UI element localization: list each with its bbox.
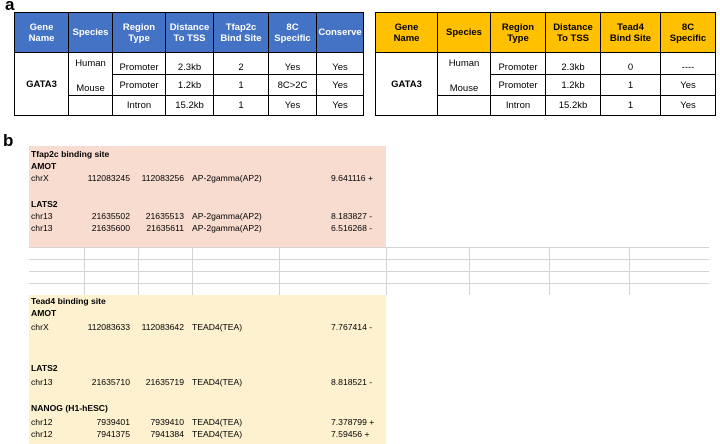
bind-site-cell: 1: [214, 75, 269, 96]
table-row: [15, 53, 364, 75]
species-human: Human: [448, 58, 480, 69]
gene-name-cell: GATA3: [376, 53, 438, 116]
species-empty-cell: [69, 96, 113, 116]
gridline: [279, 247, 280, 295]
gridline: [29, 259, 709, 260]
species-mouse: Mouse: [449, 83, 479, 94]
header-species: Species: [438, 13, 491, 53]
region-cell: Intron: [113, 96, 166, 116]
species-mouse: Mouse: [76, 83, 105, 94]
region-cell: Promoter: [113, 75, 166, 96]
section-title: Tfap2c binding site: [31, 149, 110, 159]
tfap2c-header-row: [15, 13, 364, 53]
distance-cell: 15.2kb: [166, 96, 214, 116]
site-row: chr13 21635502 21635513 AP-2gamma(AP2) 8.183827 -: [31, 211, 373, 221]
gridline: [138, 247, 139, 295]
section-title: Tead4 binding site: [31, 296, 106, 306]
gridline: [469, 247, 470, 295]
distance-cell: 2.3kb: [166, 53, 214, 75]
site-row: chr12 7941375 7941384 TEAD4(TEA) 7.59456 +: [31, 429, 370, 439]
empty-grid-rows: [29, 247, 709, 295]
conserve-cell: Yes: [317, 53, 364, 75]
gridline: [84, 247, 85, 295]
panel-b-label: b: [3, 131, 14, 150]
header-distance: Distance To TSS: [546, 13, 601, 53]
species-cell: [438, 53, 491, 96]
specific-cell: Yes: [661, 75, 716, 96]
gene-label: LATS2: [31, 199, 58, 209]
gridline: [29, 271, 709, 272]
gridline: [192, 247, 193, 295]
bind-site-cell: 1: [214, 96, 269, 116]
gene-label: LATS2: [31, 363, 58, 373]
specific-cell: ----: [661, 53, 716, 75]
gridline: [386, 247, 387, 295]
header-distance: Distance To TSS: [166, 13, 214, 53]
specific-cell: Yes: [661, 96, 716, 116]
distance-cell: 15.2kb: [546, 96, 601, 116]
bind-site-cell: 0: [601, 53, 661, 75]
binding-site-sheet: [29, 146, 709, 444]
conserve-cell: Yes: [317, 96, 364, 116]
bind-site-cell: 1: [601, 75, 661, 96]
distance-cell: 1.2kb: [166, 75, 214, 96]
tead4-header-row: [376, 13, 716, 53]
species-human: Human: [75, 58, 106, 69]
gene-label: AMOT: [31, 308, 57, 318]
site-row: chr12 7939401 7939410 TEAD4(TEA) 7.378799 +: [31, 417, 375, 427]
distance-cell: 2.3kb: [546, 53, 601, 75]
header-bind-site: Tead4 Bind Site: [601, 13, 661, 53]
gene-name-cell: GATA3: [15, 53, 69, 116]
region-cell: Promoter: [113, 53, 166, 75]
header-conserve: Conserve: [317, 13, 364, 53]
panel-a-label: a: [5, 0, 15, 14]
header-8c-specific: 8C Specific: [661, 13, 716, 53]
header-species: Species: [69, 13, 113, 53]
site-row: chrX 112083245 112083256 AP-2gamma(AP2) 9.641116 +: [31, 173, 373, 183]
species-empty-cell: [438, 96, 491, 116]
site-row: chr13 21635600 21635611 AP-2gamma(AP2) 6.516268 -: [31, 223, 373, 233]
gridline: [29, 247, 709, 248]
header-8c-specific: 8C Specific: [269, 13, 317, 53]
region-cell: Intron: [491, 96, 546, 116]
specific-cell: Yes: [269, 96, 317, 116]
tfap2c-table: [14, 12, 364, 116]
header-region-type: Region Type: [491, 13, 546, 53]
species-cell: [69, 53, 113, 96]
site-row: chr13 21635710 21635719 TEAD4(TEA) 8.818521 -: [31, 377, 373, 387]
header-bind-site: Tfap2c Bind Site: [214, 13, 269, 53]
conserve-cell: Yes: [317, 75, 364, 96]
specific-cell: Yes: [269, 53, 317, 75]
header-gene-name: Gene Name: [15, 13, 69, 53]
region-cell: Promoter: [491, 75, 546, 96]
gridline: [629, 247, 630, 295]
bind-site-cell: 2: [214, 53, 269, 75]
site-row: chrX 112083633 112083642 TEAD4(TEA) 7.767414 -: [31, 322, 373, 332]
distance-cell: 1.2kb: [546, 75, 601, 96]
gridline: [29, 283, 709, 284]
table-row: [376, 53, 716, 75]
gene-label: NANOG (H1-hESC): [31, 403, 108, 413]
header-gene-name: Gene Name: [376, 13, 438, 53]
specific-cell: 8C>2C: [269, 75, 317, 96]
gridline: [549, 247, 550, 295]
gene-label: AMOT: [31, 161, 57, 171]
header-region-type: Region Type: [113, 13, 166, 53]
region-cell: Promoter: [491, 53, 546, 75]
bind-site-cell: 1: [601, 96, 661, 116]
tead4-table: [375, 12, 716, 116]
